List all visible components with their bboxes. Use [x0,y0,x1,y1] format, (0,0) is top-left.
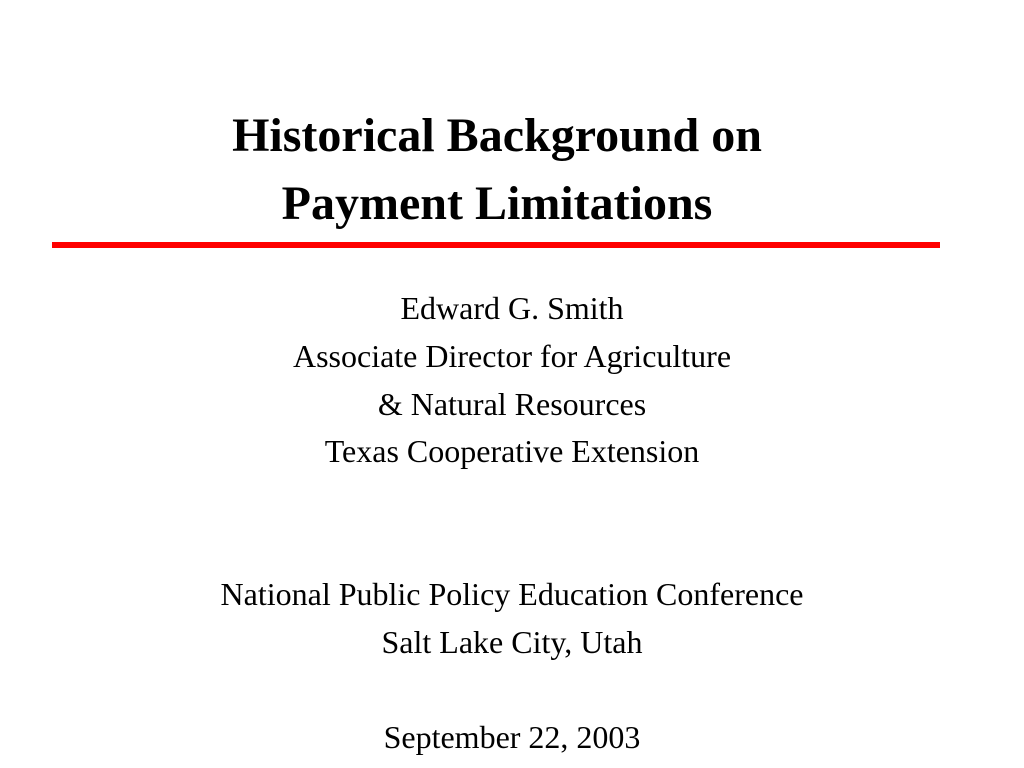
slide-title-line-1: Historical Background on [232,109,762,162]
event-location: Salt Lake City, Utah [381,624,643,660]
author-title-line-1: Associate Director for Agriculture [292,338,732,374]
title-divider [52,242,940,248]
author-name: Edward G. Smith [400,290,624,326]
slide-title-line-2: Payment Limitations [281,177,713,230]
presentation-date: September 22, 2003 [383,719,641,755]
author-organization: Texas Cooperative Extension [324,433,700,469]
author-title-line-2: & Natural Resources [377,386,647,422]
event-name: National Public Policy Education Conference [220,576,804,612]
